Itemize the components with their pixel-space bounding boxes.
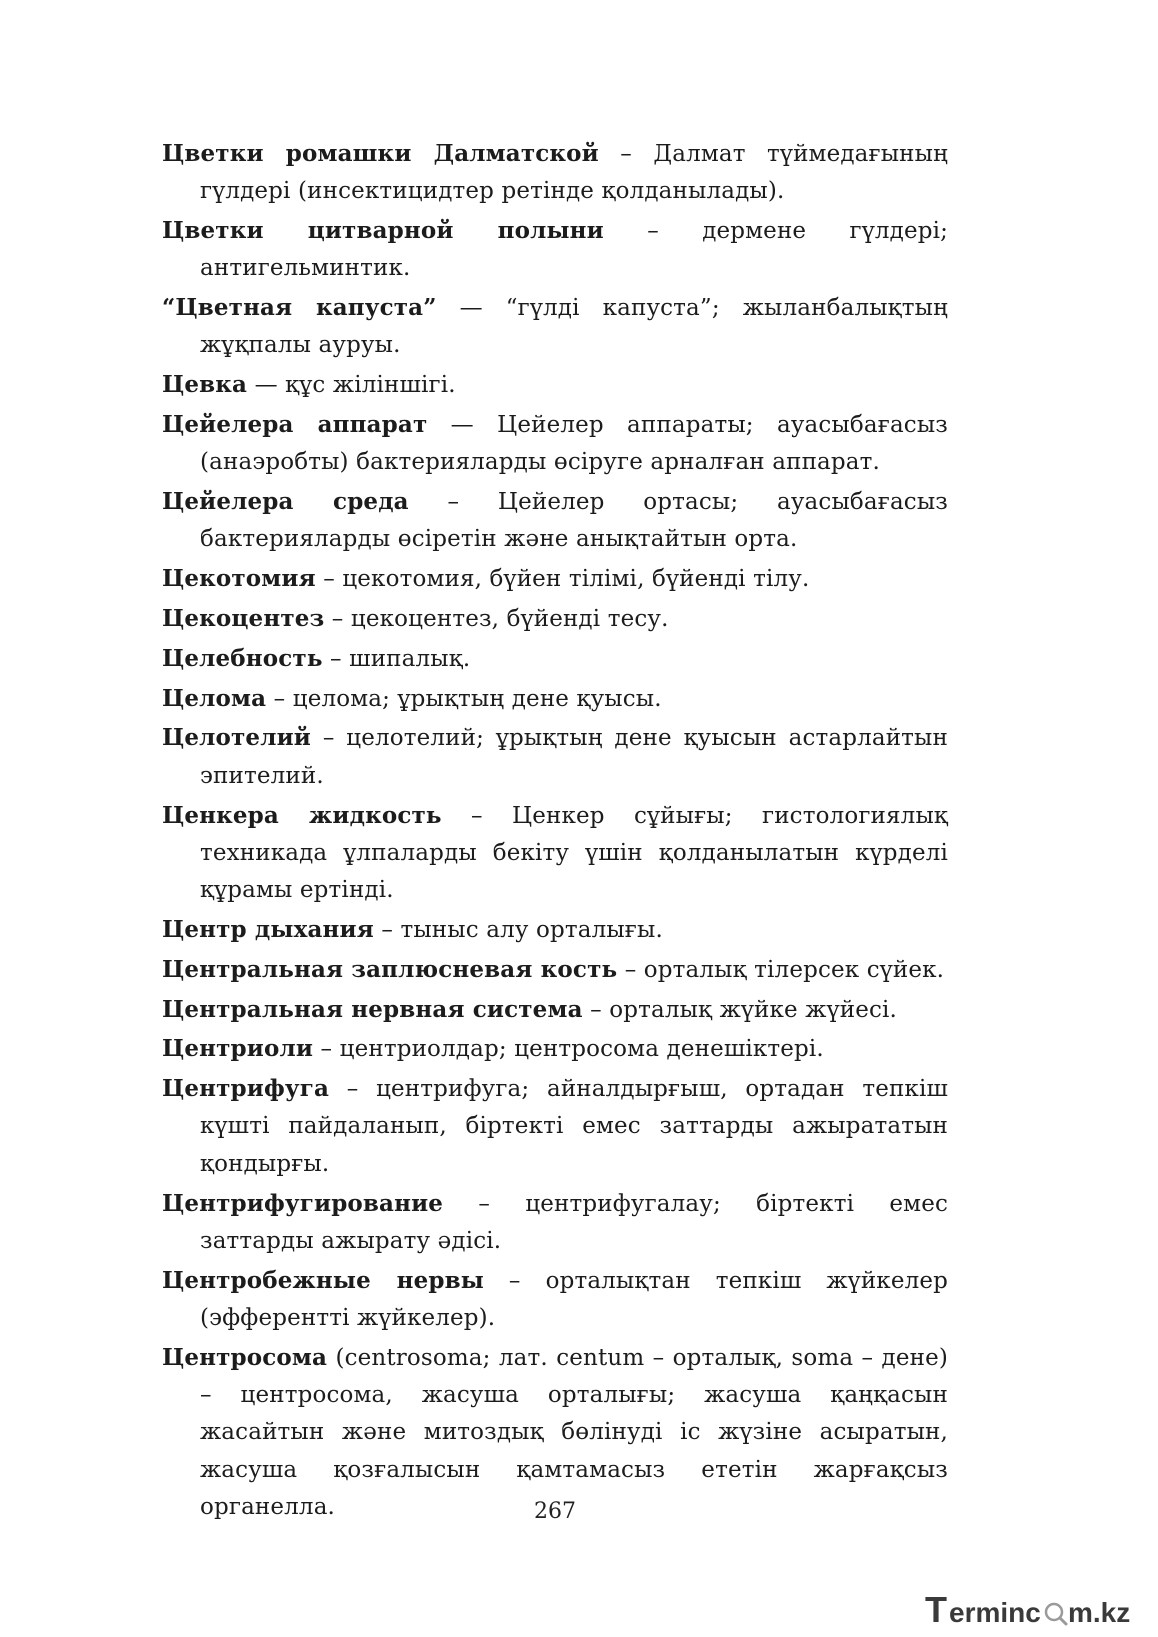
entry-term: Центральная заплюсневая кость: [162, 955, 618, 983]
logo-letter-t: T: [925, 1589, 947, 1630]
dictionary-entry: [162, 911, 948, 949]
entry-term: Целома: [162, 684, 267, 712]
dictionary-entry: [162, 680, 948, 718]
entry-definition: – целотелий; ұрықтың дене қуысын астарлайтын эпителий.: [200, 725, 948, 789]
dictionary-entry: [162, 951, 948, 989]
logo-text-part-a: erminc: [949, 1597, 1041, 1628]
entry-definition: – орталық тілерсек сүйек.: [617, 956, 945, 983]
entry-definition: – центриолдар; центросома денешіктері.: [313, 1036, 824, 1063]
entry-definition: — Цейелер аппараты; ауасыбағасыз (анаэробты) бактерияларды өсіруге арналған аппарат.: [200, 412, 948, 476]
entry-term: Ценкера жидкость: [162, 801, 442, 829]
entry-definition: – шипалық.: [322, 645, 471, 672]
entry-term: Цветки цитварной полыни: [162, 217, 604, 245]
entry-definition: – дермене гүлдері; антигельминтик.: [200, 218, 948, 282]
dictionary-entry: [162, 560, 948, 598]
magnifier-icon: [1046, 1604, 1066, 1624]
entry-definition: – орталықтан тепкіш жүйкелер (эфферентті жүйкелер).: [200, 1267, 948, 1331]
entry-definition: — құс жіліншігі.: [247, 372, 456, 399]
dictionary-entry: [162, 719, 948, 795]
entry-definition: – цекоцентез, бүйенді тесу.: [324, 606, 669, 633]
entry-definition: – орталық жүйке жүйесі.: [582, 996, 897, 1023]
entry-term: Центробежные нервы: [162, 1266, 484, 1294]
site-logo-graphic: [925, 1587, 1140, 1631]
entry-term: Центр дыхания: [162, 915, 374, 943]
entry-term: Цветки ромашки Далматской: [162, 140, 599, 167]
entry-term: Центрифуга: [162, 1075, 330, 1103]
entry-definition: – Далмат түймедағының гүлдері (инсектицидтер ретінде қолданылады).: [200, 141, 949, 205]
entry-definition: – Цейелер ортасы; ауасыбағасыз бактерияларды өсіретін және анықтайтын орта.: [200, 489, 948, 553]
dictionary-entry: [162, 289, 948, 365]
page-number: 267: [534, 1499, 576, 1524]
dictionary-entry: [162, 600, 948, 638]
dictionary-entry: [162, 797, 948, 910]
entry-term: Центральная нервная система: [162, 995, 583, 1023]
entry-definition: — “гүлді капуста”; жыланбалықтың жұқпалы ауруы.: [200, 295, 948, 359]
entry-term: Центрифугирование: [162, 1189, 444, 1217]
dictionary-entry: [162, 1262, 948, 1338]
dictionary-entries: [162, 135, 948, 1528]
entry-term: Цейелера среда: [162, 488, 409, 516]
dictionary-entry: [162, 366, 948, 404]
dictionary-entry: [162, 406, 948, 482]
entry-term: “Цветная капуста”: [162, 294, 437, 322]
entry-term: Целотелий: [162, 724, 311, 752]
entry-term: Целебность: [162, 644, 323, 672]
entry-term: Цейелера аппарат: [162, 411, 428, 439]
dictionary-entry: [162, 135, 948, 211]
entry-definition: (centrosoma; лат. centum – орталық, soma – дене) – центросома, жасуша орталығы; жасуша қаңқасын жасайтын және митоздық бөлінуді іс жүзіне асыратын, жасуша қозғалысын қамтамасыз ететін жарғақсыз органелла.: [200, 1344, 948, 1520]
dictionary-entry: [162, 212, 948, 288]
entry-definition: – центрифугалау; біртекті емес заттарды ажырату әдісі.: [200, 1190, 948, 1254]
entry-term: Цевка: [162, 371, 248, 399]
entry-term: Центросома: [162, 1343, 328, 1371]
dictionary-entry: [162, 991, 948, 1029]
entry-term: Цекоцентез: [162, 605, 325, 633]
dictionary-entry: [162, 640, 948, 678]
logo-text-part-b: m.kz: [1068, 1597, 1131, 1628]
entry-definition: – тыныс алу орталығы.: [373, 916, 663, 943]
entry-term: Цекотомия: [162, 565, 316, 593]
site-logo[interactable]: [925, 1587, 1140, 1631]
dictionary-entry: [162, 483, 948, 559]
dictionary-entry: [162, 1185, 948, 1261]
dictionary-entry: [162, 1030, 948, 1068]
entry-definition: – центрифуга; айналдырғыш, ортадан тепкіш күшті пайдаланып, біртекті емес заттарды ажырататын қондырғы.: [200, 1076, 948, 1177]
entry-definition: – целома; ұрықтың дене қуысы.: [266, 685, 662, 712]
entry-definition: – цекотомия, бүйен тілімі, бүйенді тілу.: [315, 566, 810, 593]
entry-term: Центриоли: [162, 1035, 314, 1063]
dictionary-entry: [162, 1070, 948, 1183]
entry-definition: – Ценкер сұйығы; гистологиялық техникада ұлпаларды бекіту үшін қолданылатын күрделі құрамы ертінді.: [200, 802, 948, 904]
